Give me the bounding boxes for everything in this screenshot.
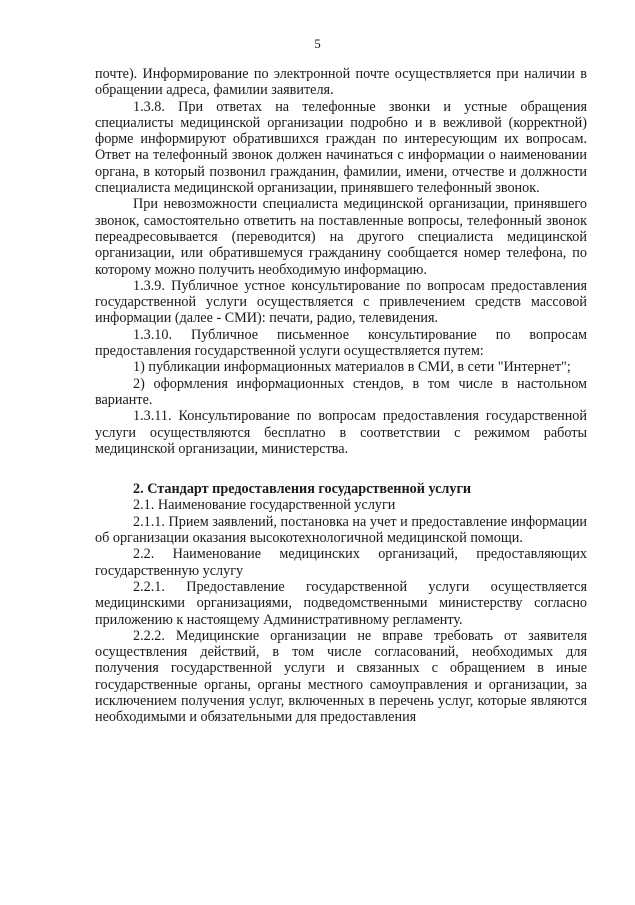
paragraph: почте). Информирование по электронной почте осуществляется при наличии в обращении адреса, фамилии заявителя. [95, 66, 587, 99]
paragraph: 2.1.1. Прием заявлений, постановка на учет и предоставление информации об организации оказания высокотехнологичной медицинской помощи. [95, 513, 587, 547]
list-item: 2) оформления информационных стендов, в том числе в настольном варианте. [95, 375, 587, 408]
document-body [95, 66, 587, 726]
section-heading: 2. Стандарт предоставления государственной услуги [133, 481, 472, 498]
paragraph: 2.2.2. Медицинские организации не вправе требовать от заявителя осуществления действий, в том числе согласований, необходимых для получения государственной услуги и связанных с обращением в иные государственные органы, органы местного самоуправления и организации, за исключением получения услуг, включенных в перечень услуг, которые являются необходимыми и обязательными для предоставления [95, 627, 587, 726]
paragraph: 1.3.10. Публичное письменное консультирование по вопросам предоставления государственной услуги осуществляется путем: [95, 326, 587, 360]
paragraph: 2.2.1. Предоставление государственной услуги осуществляется медицинскими организациями, подведомственными министерству согласно приложению к настоящему Административному регламенту. [95, 578, 587, 628]
subsection-heading: 2.2. Наименование медицинских организаций, предоставляющих государственную услугу [95, 546, 587, 579]
paragraph: При невозможности специалиста медицинской организации, принявшего звонок, самостоятельно ответить на поставленные вопросы, телефонный звонок переадресовывается (переводится) на другого специалиста медицинской организации, или обратившемуся гражданину сообщается номер телефона, по которому можно получить необходимую информацию. [95, 196, 587, 278]
paragraph: 1.3.11. Консультирование по вопросам предоставления государственной услуги осуществляются бесплатно в соответствии с режимом работы медицинской организации, министерства. [95, 408, 587, 457]
paragraph: 1.3.8. При ответах на телефонные звонки и устные обращения специалисты медицинской организации подробно и в вежливой (корректной) форме информируют обратившихся граждан по интересующим их вопросам. Ответ на телефонный звонок должен начинаться с информации о наименовании органа, в который позвонил гражданин, фамилии, имени, отчестве и должности специалиста медицинской организации, принявшего телефонный звонок. [95, 98, 587, 197]
page-number: 5 [314, 36, 321, 51]
subsection-heading: 2.1. Наименование государственной услуги [133, 497, 396, 514]
list-item: 1) публикации информационных материалов в СМИ, в сети "Интернет"; [133, 359, 571, 376]
paragraph: 1.3.9. Публичное устное консультирование по вопросам предоставления государственной услуги осуществляется с привлечением средств массовой информации (далее - СМИ): печати, радио, телевидения. [95, 277, 587, 327]
section-gap [95, 457, 587, 481]
